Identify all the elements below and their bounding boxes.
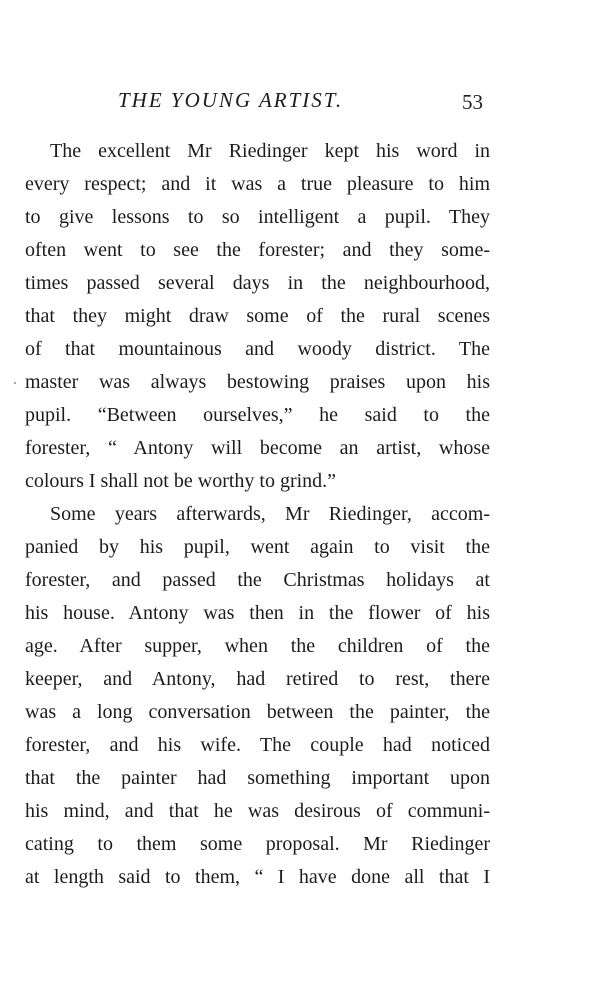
text-line: every respect; and it was a true pleasure to him bbox=[25, 173, 490, 195]
text-line: often went to see the forester; and they some- bbox=[25, 239, 490, 261]
text-line: at length said to them, “ I have done all that I bbox=[25, 866, 490, 888]
page-number: 53 bbox=[462, 90, 483, 114]
text-line: colours I shall not be worthy to grind.” bbox=[25, 470, 337, 492]
text-line: forester, and his wife. The couple had noticed bbox=[25, 734, 490, 756]
paper-speck bbox=[14, 382, 16, 384]
text-line: pupil. “Between ourselves,” he said to the bbox=[25, 404, 490, 426]
text-line: his mind, and that he was desirous of communi- bbox=[25, 800, 490, 822]
text-line: cating to them some proposal. Mr Riedinger bbox=[25, 833, 490, 855]
text-line: Some years afterwards, Mr Riedinger, accom- bbox=[50, 503, 490, 525]
text-line: forester, “ Antony will become an artist, whose bbox=[25, 437, 490, 459]
text-line: his house. Antony was then in the flower of his bbox=[25, 602, 490, 624]
text-line: keeper, and Antony, had retired to rest, there bbox=[25, 668, 490, 690]
running-title: THE YOUNG ARTIST. bbox=[118, 88, 344, 112]
text-line: The excellent Mr Riedinger kept his word in bbox=[50, 140, 490, 162]
text-line: forester, and passed the Christmas holidays at bbox=[25, 569, 490, 591]
text-line: panied by his pupil, went again to visit the bbox=[25, 536, 490, 558]
running-header bbox=[0, 88, 590, 118]
text-line: was a long conversation between the painter, the bbox=[25, 701, 490, 723]
text-line: that the painter had something important upon bbox=[25, 767, 490, 789]
body-text bbox=[25, 135, 490, 894]
text-line: that they might draw some of the rural scenes bbox=[25, 305, 490, 327]
text-line: to give lessons to so intelligent a pupil. They bbox=[25, 206, 490, 228]
text-line: of that mountainous and woody district. The bbox=[25, 338, 490, 360]
text-line: age. After supper, when the children of the bbox=[25, 635, 490, 657]
text-line: master was always bestowing praises upon his bbox=[25, 371, 490, 393]
text-line: times passed several days in the neighbourhood, bbox=[25, 272, 490, 294]
